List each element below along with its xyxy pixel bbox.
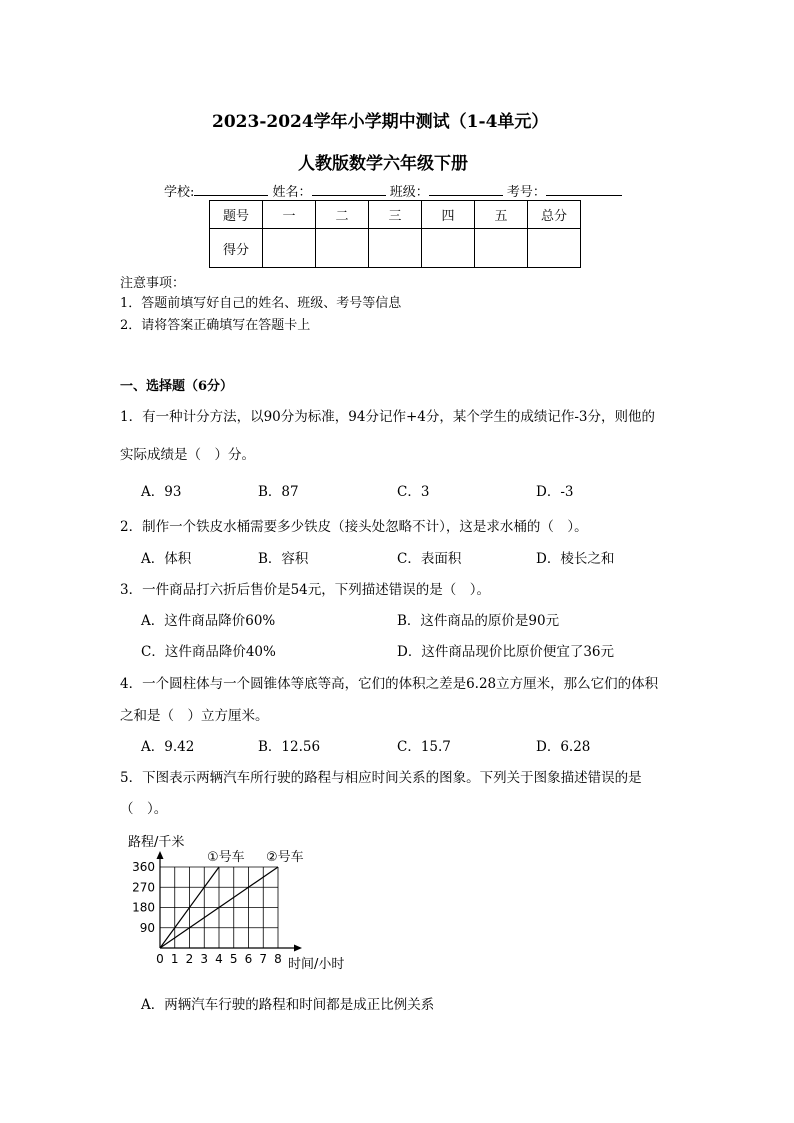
exam-no-label: 考号： (506, 185, 546, 200)
score-header: 题号 (210, 201, 263, 229)
name-field[interactable] (312, 183, 386, 196)
question-1-line1: 1．有一种计分方法，以90分为标准，94分记作+4分，某个学生的成绩记作-3分，则他的 (120, 409, 655, 425)
score-header: 总分 (528, 201, 581, 229)
option[interactable]: C．这件商品降价40% (141, 644, 276, 660)
question-1-line2: 实际成绩是（ ）分。 (120, 447, 255, 463)
score-header: 一 (263, 201, 316, 229)
option[interactable]: A．9.42 (141, 739, 195, 755)
x-tick-label: 3 (200, 952, 209, 966)
exam-no-field[interactable] (546, 183, 622, 196)
x-tick-label: 8 (274, 952, 282, 966)
y-axis-label: 路程/千米 (128, 835, 185, 850)
score-row-label: 得分 (210, 229, 263, 268)
question-4-line2: 之和是（ ）立方厘米。 (120, 708, 269, 724)
x-axis-arrow (294, 945, 302, 952)
y-tick-label: 270 (132, 880, 155, 895)
x-tick-label: 0 (156, 952, 164, 966)
x-tick-label: 2 (185, 952, 194, 966)
question-5-line2: （ ）。 (120, 801, 168, 817)
x-tick-label: 1 (170, 952, 179, 966)
x-tick-label: 5 (229, 952, 238, 966)
question-4-line1: 4．一个圆柱体与一个圆锥体等底等高，它们的体积之差是6.28立方厘米，那么它们的体积 (120, 676, 659, 692)
x-tick-label: 7 (259, 952, 268, 966)
x-tick-label: 6 (244, 952, 253, 966)
option[interactable]: B．12.56 (258, 739, 321, 755)
series-label-1: ①号车 (207, 850, 245, 865)
notes-heading: 注意事项： (120, 276, 186, 291)
score-cell[interactable] (316, 229, 369, 268)
class-field[interactable] (429, 183, 503, 196)
class-label: 班级： (389, 185, 429, 200)
option[interactable]: A．体积 (141, 551, 192, 567)
score-header: 五 (475, 201, 528, 229)
school-field[interactable] (194, 183, 268, 196)
score-cell[interactable] (369, 229, 422, 268)
score-header: 二 (316, 201, 369, 229)
question-3-line1: 3．一件商品打六折后售价是54元，下列描述错误的是（ ）。 (120, 582, 491, 598)
score-cell[interactable] (528, 229, 581, 268)
option[interactable]: B．容积 (258, 551, 309, 567)
question-2-line1: 2．制作一个铁皮水桶需要多少铁皮（接头处忽略不计），这是求水桶的（ ）。 (120, 519, 588, 535)
question-5-line1: 5．下图表示两辆汽车所行驶的路程与相应时间关系的图象。下列关于图象描述错误的是 (120, 770, 642, 786)
page-subtitle: 人教版数学六年级下册 (298, 154, 468, 174)
page-title: 2023-2024学年小学期中测试（1-4单元） (212, 112, 549, 132)
option[interactable]: B．87 (258, 484, 299, 500)
option[interactable]: A．93 (141, 484, 182, 500)
score-header: 四 (422, 201, 475, 229)
option[interactable]: C．3 (397, 484, 430, 500)
note-item: 1．答题前填写好自己的姓名、班级、考号等信息 (120, 296, 402, 311)
option[interactable]: D．-3 (536, 484, 574, 500)
score-table (209, 200, 581, 268)
section-heading: 一、选择题（6分） (120, 379, 234, 394)
option[interactable]: D．这件商品现价比原价便宜了36元 (397, 644, 615, 660)
option[interactable]: D．棱长之和 (536, 551, 615, 567)
option[interactable]: A．这件商品降价60% (141, 613, 276, 629)
option[interactable]: C．表面积 (397, 551, 462, 567)
series-label-2: ②号车 (266, 850, 304, 865)
score-cell[interactable] (263, 229, 316, 268)
school-label: 学校: (164, 185, 195, 200)
x-tick-label: 4 (215, 952, 223, 966)
y-tick-label: 90 (139, 920, 155, 935)
name-label: 姓名： (272, 185, 312, 200)
option[interactable]: B．这件商品的原价是90元 (397, 613, 560, 629)
score-header: 三 (369, 201, 422, 229)
score-cell[interactable] (422, 229, 475, 268)
y-tick-label: 180 (132, 900, 155, 915)
distance-time-chart (120, 825, 360, 975)
y-axis-arrow (157, 851, 164, 859)
y-tick-label: 360 (132, 860, 155, 874)
info-line (164, 181, 622, 200)
note-item: 2．请将答案正确填写在答题卡上 (120, 318, 311, 333)
option[interactable]: C．15.7 (397, 739, 451, 755)
option[interactable]: D．6.28 (536, 739, 591, 755)
score-cell[interactable] (475, 229, 528, 268)
option[interactable]: A．两辆汽车行驶的路程和时间都是成正比例关系 (141, 997, 435, 1013)
x-axis-label: 时间/小时 (288, 957, 345, 972)
